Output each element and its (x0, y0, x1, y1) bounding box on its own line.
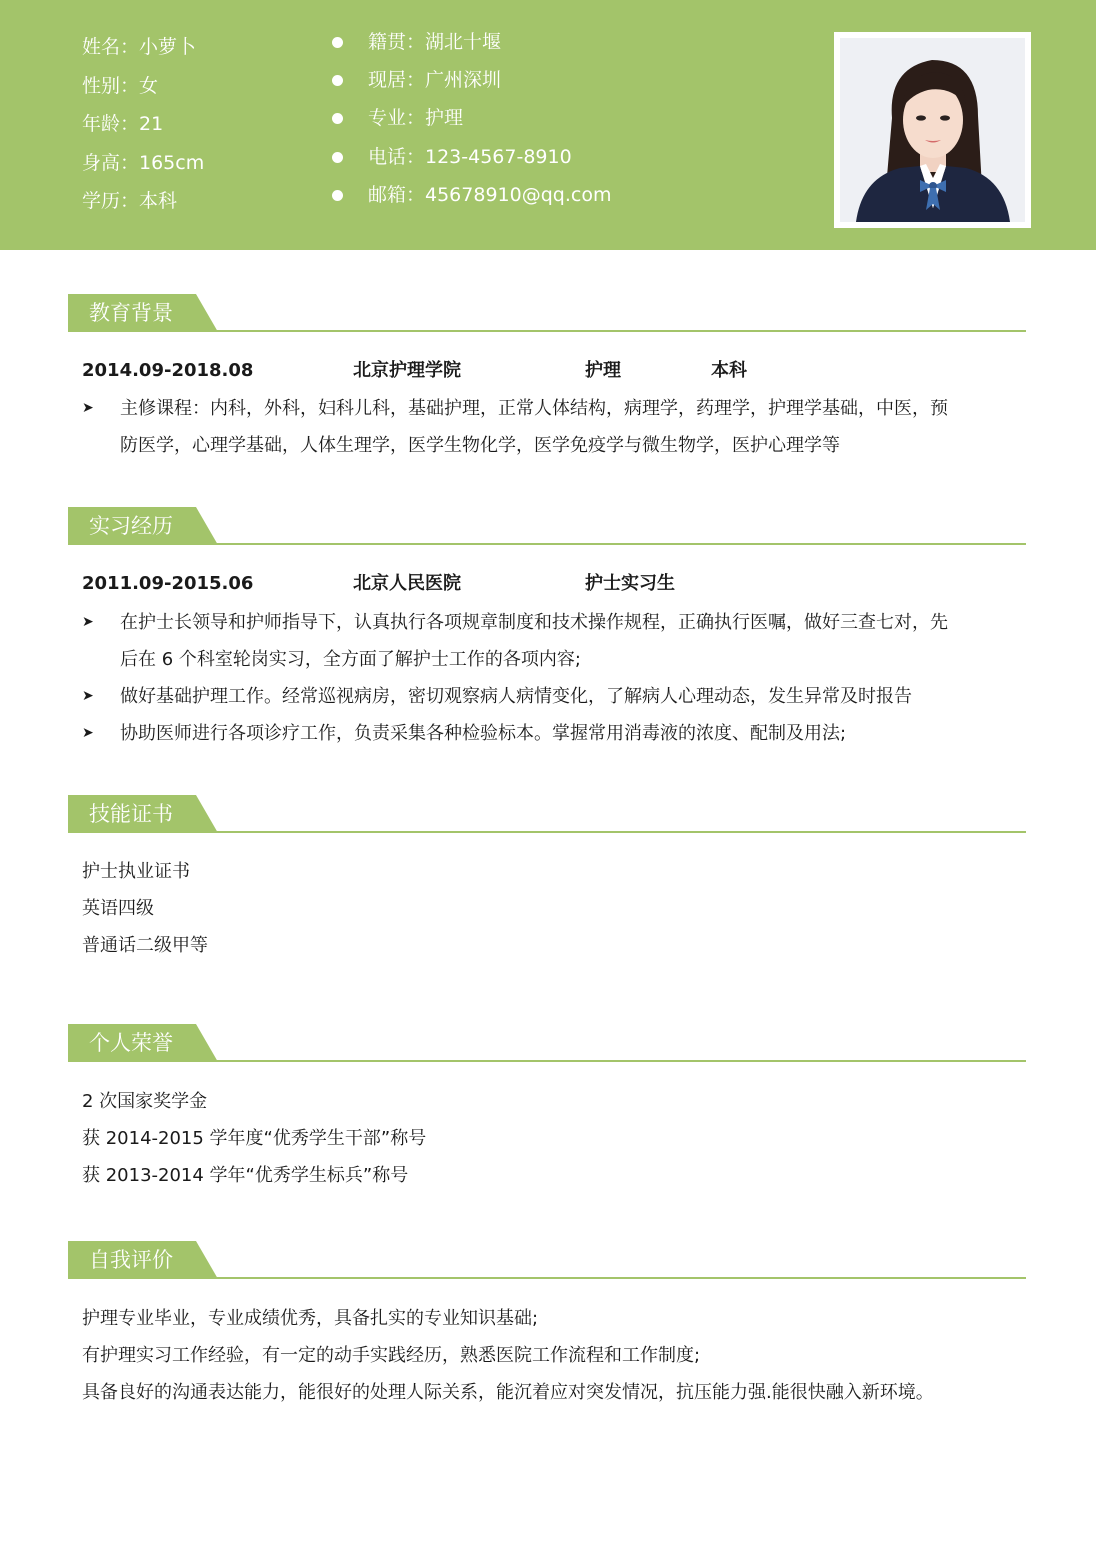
education-title: 教育背景 (89, 301, 173, 325)
skills-title: 技能证书 (89, 802, 173, 826)
education-major: 护理 (585, 360, 621, 381)
arrow-bullet-icon: ➤ (82, 725, 94, 741)
section-rule (208, 330, 1026, 332)
self-eval-section-header (68, 1241, 1026, 1281)
honor-item: 获 2013-2014 学年“优秀学生标兵”称号 (82, 1165, 409, 1186)
arrow-bullet-icon: ➤ (82, 614, 94, 630)
courses-line-1: 主修课程：内科，外科，妇科儿科，基础护理，正常人体结构，病理学，药理学，护理学基础，中医，预 (120, 398, 948, 419)
gender-field: 性别：女 (82, 74, 159, 97)
major-field (330, 101, 611, 139)
skill-item: 英语四级 (82, 898, 154, 919)
section-rule (208, 543, 1026, 545)
honor-item: 获 2014-2015 学年度“优秀学生干部”称号 (82, 1128, 427, 1149)
education-school: 北京护理学院 (353, 360, 461, 381)
internship-item-3-text: 协助医师进行各项诊疗工作，负责采集各种检验标本。掌握常用消毒液的浓度、配制及用法; (120, 723, 847, 744)
portrait-photo (840, 38, 1025, 222)
internship-section-header (68, 507, 1026, 547)
section-rule (208, 1277, 1026, 1279)
education-section-header (68, 294, 1026, 334)
height-field: 身高：165cm (82, 151, 205, 174)
residence-text: 现居：广州深圳 (368, 69, 502, 92)
phone-field (330, 140, 611, 178)
residence-field (330, 63, 611, 101)
section-rule (208, 831, 1026, 833)
self-eval-item: 护理专业毕业，专业成绩优秀，具备扎实的专业知识基础; (82, 1308, 539, 1329)
arrow-bullet-icon: ➤ (82, 688, 94, 704)
email-field (330, 178, 611, 216)
honor-item: 2 次国家奖学金 (82, 1091, 208, 1112)
email-text: 邮箱：45678910@qq.com (368, 183, 612, 206)
internship-item-2-text: 做好基础护理工作。经常巡视病房，密切观察病人病情变化，了解病人心理动态，发生异常及时报告 (120, 686, 912, 707)
internship-item-1-line-1: 在护士长领导和护师指导下，认真执行各项规章制度和技术操作规程，正确执行医嘱，做好三查七对，先 (120, 612, 948, 633)
bullet-dot-icon (332, 75, 343, 86)
honors-title: 个人荣誉 (89, 1031, 173, 1055)
education-period: 2014.09-2018.08 (82, 360, 254, 381)
portrait-illustration (840, 38, 1025, 222)
contact-info (330, 25, 611, 216)
basic-info (82, 30, 204, 223)
internship-position: 护士实习生 (585, 573, 675, 594)
bullet-dot-icon (332, 113, 343, 124)
education-level-field: 学历：本科 (82, 190, 178, 212)
education-degree: 本科 (711, 360, 747, 381)
section-rule (208, 1060, 1026, 1062)
internship-hospital: 北京人民医院 (353, 573, 461, 594)
bullet-dot-icon (332, 190, 343, 201)
hometown-text: 籍贯：湖北十堰 (368, 31, 502, 53)
skill-item: 普通话二级甲等 (82, 935, 208, 956)
self-eval-item: 有护理实习工作经验，有一定的动手实践经历，熟悉医院工作流程和工作制度; (82, 1345, 701, 1366)
profile-header (0, 0, 1096, 250)
arrow-bullet-icon: ➤ (82, 400, 94, 416)
self-eval-title: 自我评价 (89, 1248, 173, 1272)
skills-section-header (68, 795, 1026, 835)
honors-section-header (68, 1024, 1026, 1064)
hometown-field (330, 25, 611, 63)
portrait-frame (834, 32, 1031, 228)
age-field: 年龄：21 (82, 113, 164, 135)
major-text: 专业：护理 (368, 107, 464, 130)
bullet-dot-icon (332, 37, 343, 48)
phone-text: 电话：123-4567-8910 (368, 145, 572, 168)
bullet-dot-icon (332, 152, 343, 163)
skill-item: 护士执业证书 (82, 861, 190, 882)
internship-title: 实习经历 (89, 514, 173, 538)
internship-period: 2011.09-2015.06 (82, 573, 254, 594)
self-eval-item: 具备良好的沟通表达能力，能很好的处理人际关系，能沉着应对突发情况，抗压能力强.能很快融入新环境。 (82, 1382, 934, 1403)
internship-item-1-line-2: 后在 6 个科室轮岗实习，全方面了解护士工作的各项内容; (120, 649, 581, 670)
name-field: 姓名：小萝卜 (82, 36, 197, 58)
courses-line-2: 防医学，心理学基础，人体生理学，医学生物化学，医学免疫学与微生物学，医护心理学等 (120, 435, 840, 456)
